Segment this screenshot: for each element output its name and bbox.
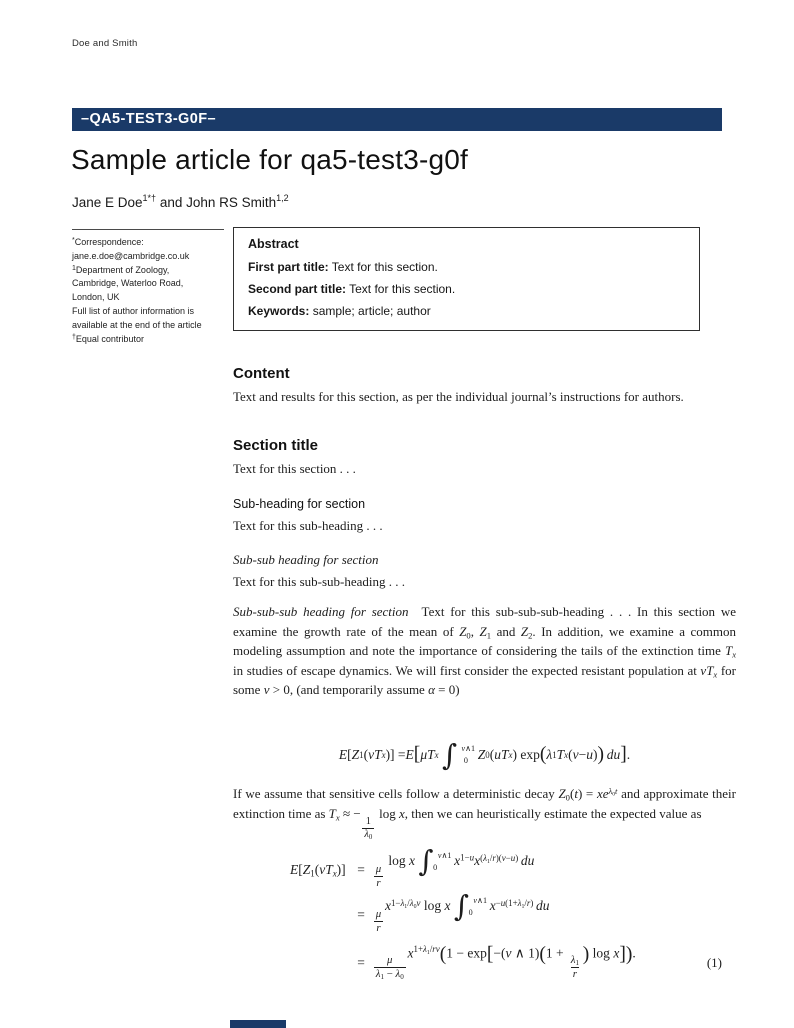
equation-row — [233, 938, 736, 988]
abstract-item-text: sample; article; author — [309, 304, 431, 318]
paragraph-content: Text and results for this section, as per the individual journal’s instructions for authors. — [233, 389, 684, 404]
footnote-mark: † — [72, 333, 76, 341]
subsubsection-heading: Sub-sub heading for section — [233, 552, 379, 567]
paragraph-decay: If we assume that sensitive cells follow a deterministic decay $Z0(t) = xe^{\lambda 0t}$ and approximate their extinction time as Tx ≈ − $\frac{1}{\lambda 0}$ log x, then we can heuristically estimate the expected value as — [233, 785, 736, 842]
equation-aligned — [233, 844, 736, 988]
abstract-heading: Abstract — [248, 237, 299, 251]
subsection-heading: Sub-heading for section — [233, 497, 366, 511]
abstract-box — [233, 227, 700, 331]
correspondence-block — [72, 229, 224, 345]
equation-display: E [ Z 1 ( vT x )] = E [ μT x ∫ v∧1 0 Z 0 ( uT x ) exp ( λ 1 T x ( v − u ) ) du ] . — [338, 737, 631, 772]
abstract-item-label: First part title: — [248, 260, 329, 274]
section-heading-title: Section title — [233, 437, 319, 454]
abstract-keywords — [248, 304, 685, 318]
abstract-item-label: Second part title: — [248, 282, 347, 296]
equals-sign: = — [357, 906, 365, 922]
banner-label: –QA5-TEST3-G0F– — [81, 111, 216, 127]
author-connector: and — [156, 195, 187, 210]
equation-rhs: $\frac{\mu}{\lambda 1 - \lambda 0}$ $x^{1+\lambda 1/rv}(1 - \exp[-(v$ ∧ 1)(1 + $\frac{\lambda 1}{r}$ ) log x]). — [372, 945, 636, 982]
equation-number: (1) — [706, 955, 722, 970]
equals-sign: = — [357, 861, 365, 877]
author-2-marks: 1,2 — [276, 193, 289, 203]
author-1-marks: 1*† — [142, 193, 157, 203]
article-title: Sample article for qa5-test3-g0f — [71, 144, 469, 175]
affiliation-line: Cambridge, Waterloo Road, — [72, 278, 184, 289]
equation-row — [233, 844, 736, 891]
section-heading-content: Content — [233, 365, 290, 382]
abstract-item — [248, 282, 685, 296]
abstract-item — [248, 260, 685, 274]
author-info-note: Full list of author information is — [72, 305, 195, 316]
paragraph-subsubsection: Text for this sub-sub-heading . . . — [233, 574, 406, 589]
author-1-name: Jane E Doe — [72, 195, 143, 210]
paragraph-subsection: Text for this sub-heading . . . — [233, 518, 383, 533]
author-2-name: John RS Smith — [186, 195, 277, 210]
abstract-item-text: Text for this section. — [328, 260, 438, 274]
abstract-item-text: Text for this section. — [346, 282, 456, 296]
equal-contributor-note: †Equal contributor — [72, 333, 144, 344]
equation-lhs: E[Z1(vTx)] — [290, 861, 346, 879]
equation-rhs: $\frac{\mu}{r}$ $x^{1-\lambda 1/\lambda 0v}$ log x ∫ v∧1 0 $x^{-u(1+\lambda 1/r)}$ du — [375, 889, 550, 934]
equation-row — [233, 889, 736, 936]
paragraph-sub3-heading: Sub-sub-sub heading for section Text for this sub-sub-sub-heading . . . In this section we examine the growth rate of the mean of Z0, Z1 and Z2. In addition, we examine a common modeling assumption and note the importance of considering the tails of the extinction time Tx in studies of escape dynamics. We will first consider the expected resistant population at vTx for some v > 0, (and temporarily assume α = 0) — [233, 604, 737, 697]
author-line — [72, 193, 289, 210]
affiliation-line: London, UK — [72, 292, 120, 303]
equation-rhs: $\frac{\mu}{r}$ log x ∫ v∧1 0 $x^{1-u}x^{(\lambda 1/r)(v-u)}$ du — [375, 844, 535, 889]
equals-sign: = — [357, 955, 365, 970]
main-column — [233, 360, 736, 1000]
footnote-mark: 1 — [72, 264, 76, 272]
correspondence-label: *Correspondence: — [72, 237, 144, 247]
correspondence-email: jane.e.doe@cambridge.co.uk — [72, 250, 190, 261]
author-info-note: available at the end of the article — [72, 319, 202, 330]
next-page-banner-fragment — [230, 1020, 286, 1028]
running-head: Doe and Smith — [72, 38, 138, 49]
paragraph-section: Text for this section . . . — [233, 461, 356, 476]
article-type-banner — [72, 108, 722, 131]
affiliation-line: $^1$Department of Zoology, — [72, 264, 170, 275]
footnote-mark: * — [72, 237, 75, 244]
abstract-item-label: Keywords: — [248, 304, 310, 318]
